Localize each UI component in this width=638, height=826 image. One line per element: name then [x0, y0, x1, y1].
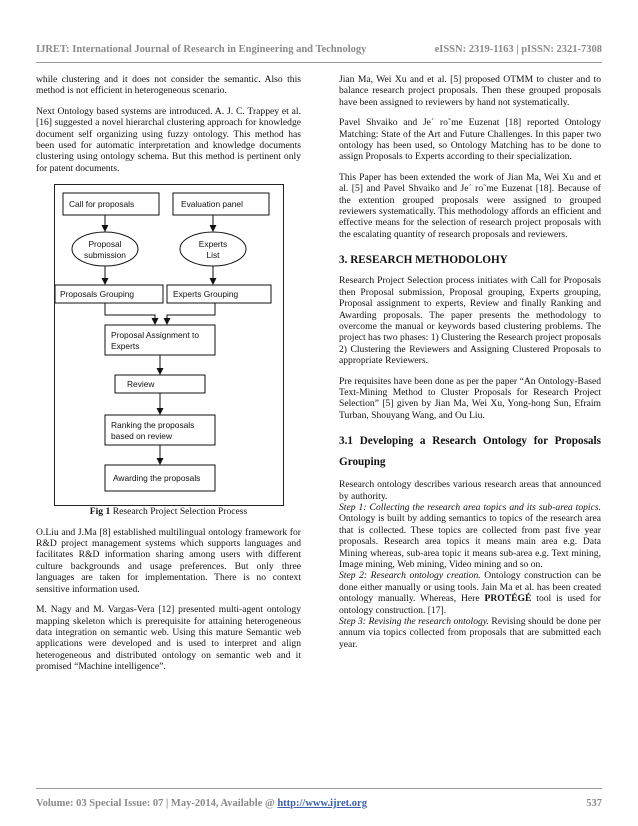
footer-rule [36, 788, 602, 789]
right-paragraph-1: Jian Ma, Wei Xu and et al. [5] proposed OTMM to cluster and to balance research project proposals. Then these grouped proposals have been assigned to reviewers by hand not systematically. [339, 74, 601, 108]
protege-name: PROTÉGÉ [484, 593, 532, 605]
step-2 [339, 570, 601, 616]
award-label: Awarding the proposals [113, 473, 201, 484]
submission-label-1: Proposal [88, 239, 122, 250]
egroup-label: Experts Grouping [173, 289, 239, 300]
flowchart-svg [55, 185, 283, 505]
right-column [339, 74, 601, 650]
arrow-pgroup-to-assign [105, 303, 155, 324]
step-1 [339, 502, 601, 570]
right-paragraph-6: Research ontology describes various research areas that announced by authority. [339, 479, 601, 502]
proposal-submission-ellipse [72, 232, 138, 266]
experts-list-ellipse [180, 232, 246, 266]
step-3-label: Step 3: Revising the research ontology. [339, 616, 489, 628]
section-heading-3: 3. RESEARCH METHODOLOHY [339, 254, 508, 267]
page-header [36, 44, 602, 62]
caption-text: Research Project Selection Process [110, 506, 248, 518]
right-paragraph-2: Pavel Shvaiko and Je´ ro˜me Euzenat [18] reported Ontology Matching: State of the Art and Future Challenges. In this paper two ontology has been used, so Ontology Matching has to be done to assign Proposals to Experts according to their specialization. [339, 117, 601, 163]
figure-caption [36, 506, 301, 517]
left-column [36, 74, 301, 682]
right-paragraph-4: Research Project Selection process initiates with Call for Proposals then Proposal submission, Proposal grouping, Experts grouping, Proposal assignment to experts, Review and finally Ranking and Awarding proposals. The paper presents the methodology to overcome the manual or keywords based clustering problems. The project has two phases: 1) Clustering the Research project proposals 2) Clustering the Reviewers and Assigning Clustered Proposals to appropriate Reviewers. [339, 275, 601, 367]
figure-flowchart [54, 184, 284, 506]
eval-label: Evaluation panel [181, 199, 243, 210]
submission-label-2: submission [84, 250, 126, 261]
left-paragraph-4: M. Nagy and M. Vargas-Vera [12] presented multi-agent ontology mapping skeleton which is prerequisite for attaining heterogeneous data integration on semantic web. Using this mature Semantic web applications were developed and is used to interpret and align heterogeneous and distributed ontology on semantic web and it promised “Machine intelligence”. [36, 604, 301, 673]
page-number: 537 [586, 798, 602, 809]
step-2-label: Step 2: Research ontology creation. [339, 570, 481, 582]
arrow-egroup-to-assign [167, 303, 215, 324]
assign-label-2: Experts [111, 341, 140, 352]
step-1-label: Step 1: Collecting the research area topics and its sub-area topics. [339, 501, 601, 513]
pgroup-label: Proposals Grouping [60, 289, 135, 300]
left-paragraph-1: while clustering and it does not consider the semantic. Also this method is not efficient in heterogeneous scenario. [36, 74, 301, 97]
review-label: Review [127, 379, 155, 390]
left-paragraph-2: Next Ontology based systems are introduced. A. J. C. Trappey et al. [16] suggested a novel hierarchal clustering approach for knowledge document self organizing using fuzzy ontology. This method has been used for automatic interpretation and knowledge documents clustering using ontology schema. But this method is pertinent only for patent documents. [36, 105, 301, 174]
assign-label-1: Proposal Assignment to [111, 330, 199, 341]
left-paragraph-3: O.Liu and J.Ma [8] established multilingual ontology framework for R&D project management systems which supports languages and facilitates R&D information sharing among users with different culture backgrounds and usage preferences. But only three languages are taken for implementation. There is no context sensitive information used. [36, 526, 301, 595]
experts-label-2: List [206, 250, 220, 261]
footer-volume-text: Volume: 03 Special Issue: 07 | May-2014, Available @ [36, 798, 278, 809]
section-heading-3-1: 3.1 Developing a Research Ontology for Proposals Grouping [339, 435, 601, 469]
call-label: Call for proposals [69, 199, 135, 210]
footer-volume [36, 798, 367, 809]
right-paragraph-3: This Paper has been extended the work of Jian Ma, Wei Xu and et al. [5] and Pavel Shvaiko and Je´ ro˜me Euzenat [18]. Because of the extention grouped proposals were assigned to grouped reviewers systematically. This methodology affords an efficient and effective means for the selection of research project proposals with the escalating quantity of research proposals and reviewers. [339, 171, 601, 240]
caption-label: Fig 1 [89, 506, 111, 518]
journal-title: IJRET: International Journal of Research in Engineering and Technology [36, 44, 367, 55]
issn-info: eISSN: 2319-1163 | pISSN: 2321-7308 [434, 44, 602, 55]
step-2-text-a: Ontology construction can be done either manually or using tools. Jain Ma et al. has been created ontology manually. Whereas, Here [339, 570, 601, 605]
right-paragraph-5: Pre requisites have been done as per the paper “An Ontology-Based Text-Mining Method to Cluster Proposals for Research Project Selection” [5] given by Jian Ma, Wei Xu, Yong-hong Sun, Efraim Turban, Shouyang Wang, and Ou Liu. [339, 375, 601, 421]
step-1-text: Ontology is built by adding semantics to topics of the research area that is collected. These topics are collected from past five year proposals. Research area topics it means main area e.g. Data Mining whereas, sub-area topic it means sub-area e.g. Text mining, Image mining, Web mining, Video mining and so on. [339, 513, 601, 570]
step-2-text-b: tool is used for ontology construction. [17]. [339, 593, 601, 616]
journal-link[interactable]: http://www.ijret.org [277, 798, 367, 809]
step-3 [339, 616, 601, 650]
rank-label-1: Ranking the proposals [111, 420, 195, 431]
experts-label-1: Experts [198, 239, 228, 250]
header-rule [36, 62, 602, 63]
rank-label-2: based on review [111, 431, 172, 442]
step-3-text: Revising should be done per annum via topics collected from proposals that are submitted each year. [339, 616, 601, 650]
